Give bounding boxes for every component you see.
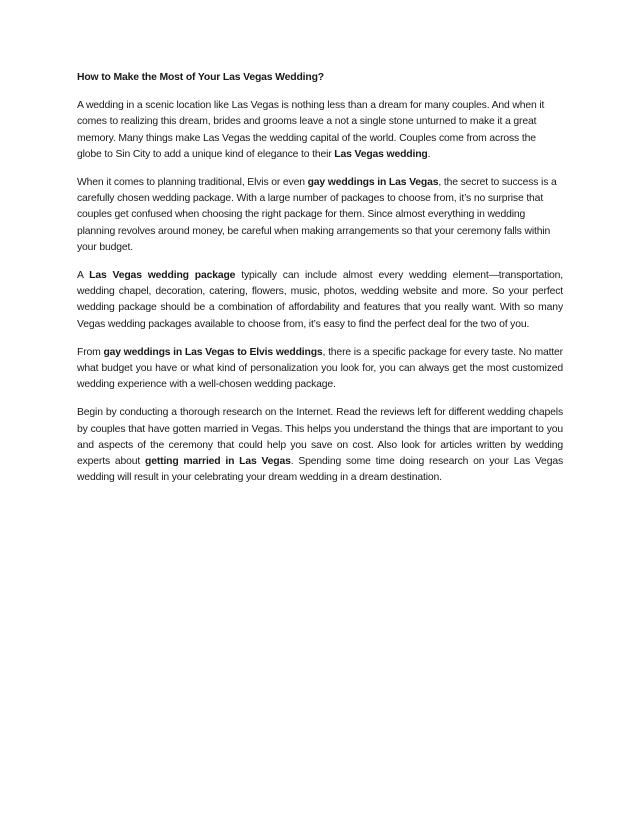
paragraph-3 <box>77 268 563 333</box>
document-page <box>77 70 563 498</box>
keyword-las-vegas-wedding-package: Las Vegas wedding package <box>89 270 236 282</box>
paragraph-1 <box>77 98 563 163</box>
paragraph-4-text-end: , there is a specific package for every taste. No matter what budget you have or what kind of personalization you look for, you can always get the most customized wedding experience with a well-chosen wedding package. <box>77 346 563 391</box>
paragraph-3-text-end: typically can include almost every wedding element—transportation, wedding chapel, decoration, catering, flowers, music, photos, wedding website and more. So your perfect wedding package should be a combination of affordability and features that you really want. With so many Vegas wedding packages available to choose from, it’s easy to find the perfect deal for the two of you. <box>77 270 563 330</box>
paragraph-2-text-start: When it comes to planning traditional, Elvis or even <box>77 177 308 189</box>
paragraph-3-text-start: A <box>77 270 90 282</box>
paragraph-4-text-start: From <box>77 346 104 358</box>
keyword-getting-married-las-vegas: getting married in Las Vegas <box>145 456 291 468</box>
paragraph-4 <box>77 345 563 394</box>
paragraph-5-text-start: Begin by conducting a thorough research on the Internet. Read the reviews left for different wedding chapels by couples that have gotten married in Vegas. This helps you understand the things that are important to you and aspects of the ceremony that could help you save on cost. Also look for articles written by wedding experts about <box>77 407 563 468</box>
keyword-las-vegas-wedding: Las Vegas wedding <box>334 148 428 160</box>
keyword-gay-weddings-las-vegas: gay weddings in Las Vegas <box>307 177 439 189</box>
paragraph-1-text: A wedding in a scenic location like Las Vegas is nothing less than a dream for many couples. And when it comes to realizing this dream, brides and grooms leave a not a single stone unturned to make it a great memory. Many things make Las Vegas the wedding capital of the world. Couples come from across the globe to Sin City to add a unique kind of elegance to their <box>77 100 545 160</box>
paragraph-2-text-end: , the secret to success is a carefully chosen wedding package. With a large number of packages to choose from, it’s no surprise that couples get confused when choosing the right package for them. Since almost everything in wedding planning revolves around money, be careful when making arrangements so that your ceremony falls within your budget. <box>77 177 557 253</box>
document-title: How to Make the Most of Your Las Vegas Wedding? <box>77 72 324 83</box>
keyword-gay-and-elvis-weddings: gay weddings in Las Vegas to Elvis weddings <box>103 346 323 358</box>
paragraph-5 <box>77 405 563 486</box>
paragraph-2 <box>77 175 563 256</box>
paragraph-5-text-end: . Spending some time doing research on your Las Vegas wedding will result in your celebrating your dream wedding in a dream destination. <box>77 456 563 484</box>
paragraph-1-end: . <box>427 148 431 160</box>
